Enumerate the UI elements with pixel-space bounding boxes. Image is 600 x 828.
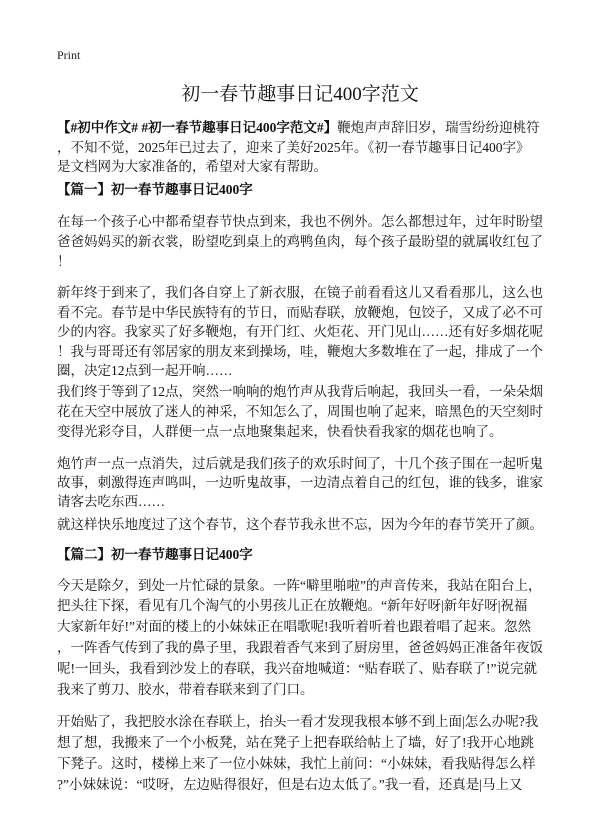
article-tags: 【#初中作文# #初一春节趣事日记400字范文#】 [57,120,338,135]
print-header: Print [57,48,81,62]
text-line: ，不知不觉，2025年已过去了，迎来了美好2025年。《初一春节趣事日记400字》 [57,139,530,155]
text-line: 把头往下探，看见有几个淘气的小男孩儿正在放鞭炮。“新年好呀|新年好呀|祝福 [57,598,528,614]
text-line: 呢!一回头，我看到沙发上的春联，我兴奋地喊道：“贴春联了、贴春联了!”说完就 [57,660,537,676]
text-line: 是文档网为大家准备的，希望对大家有帮助。 [57,159,327,174]
text-line: 开始贴了，我把胶水涂在春联上，抬头一看才发现我根本够不到上面|怎么办呢?我 [57,713,539,729]
text-line: 变得光彩夺目，人群便一点一点地聚集起来，快看快看我家的烟花也响了。 [57,424,503,439]
paragraph [57,454,547,511]
article-title: 初一春节趣事日记400字范文 [181,84,419,105]
section-heading: 【篇二】初一春节趣事日记400字 [57,547,253,562]
paragraph [57,212,547,272]
text-line: 圈，决定12点到一起开响…… [57,363,233,379]
text-line: 炮竹声一点一点消失，过后就是我们孩子的欢乐时间了，十几个孩子围在一起听鬼 [57,455,543,471]
text-line [57,118,547,138]
intro-paragraph [57,118,547,177]
text-line: 我来了剪刀、胶水，带着春联来到了门口。 [57,681,314,697]
section-heading: 【篇一】初一春节趣事日记400字 [57,182,253,197]
text-line: 大家新年好!”对面的楼上的小妹妹正在唱歌呢!我听着听着也跟着唱了起来。忽然 [57,619,531,635]
text-line: ！ [57,254,71,269]
text-line: 下凳子。这时，楼梯上来了一位小妹妹，我忙上前问：“小妹妹，看我贴得怎么样 [57,755,536,771]
paragraph [57,515,547,535]
paragraph [57,283,547,381]
text-line: 花在天空中展放了迷人的神采，不知怎么了，周围也响了起来，暗黑色的天空刻时 [57,404,543,419]
text-line: 在每一个孩子心中都希望春节快点到来，我也不例外。怎么都想过年，过年时盼望 [57,214,543,229]
text-line: ！我与哥哥还有邻居家的朋友来到操场，哇，鞭炮大多数堆在了一起，排成了一个 [57,343,543,359]
text-line: 今天是除夕，到处一片忙碌的景象。一阵“噼里啪啦”的声音传来，我站在阳台上， [57,577,542,593]
text-line: 请客去吃东西…… [57,493,165,509]
text-line: 新年终于到来了，我们各自穿上了新衣服，在镜子前看看这儿又看看那儿，这么也 [57,285,543,301]
text-line: 看不完。春节是中华民族特有的节日，而贴春联，放鞭炮，包饺子，又成了必不可 [57,304,543,320]
paragraph [57,711,547,795]
text-line: 想了想，我搬来了一个小板凳，站在凳子上把春联给帖上了墙，好了!我开心地跳 [57,734,534,750]
text-line-rest: 鞭炮声声辞旧岁，瑞雪纷纷迎桃符 [337,120,540,135]
paragraph [57,576,547,701]
text-line: 爸爸妈妈买的新衣裳，盼望吃到桌上的鸡鸭鱼肉，每个孩子最盼望的就属收红包了 [57,234,543,249]
text-line: 就这样快乐地度过了这个春节，这个春节我永世不忘，因为今年的春节笑开了颜。 [57,517,543,532]
text-line: ，一阵香气传到了我的鼻子里，我跟着香气来到了厨房里，爸爸妈妈正准备年夜饭 [57,639,543,655]
text-line: 我们终于等到了12点，突然一响响的炮竹声从我背后响起，我回头一看，一朵朵烟 [57,384,543,399]
text-line: ?”小妹妹说：“哎呀，左边贴得很好，但是右边太低了。”我一看，还真是|马上又 [57,776,523,792]
text-line: 少的内容。我家买了好多鞭炮，有开门红、火炬花、开门见山……还有好多烟花呢 [57,324,543,340]
paragraph [57,382,547,442]
text-line: 故事，刺激得连声鸣叫，一边听鬼故事，一边清点着自己的红包，谁的钱多，谁家 [57,474,543,490]
